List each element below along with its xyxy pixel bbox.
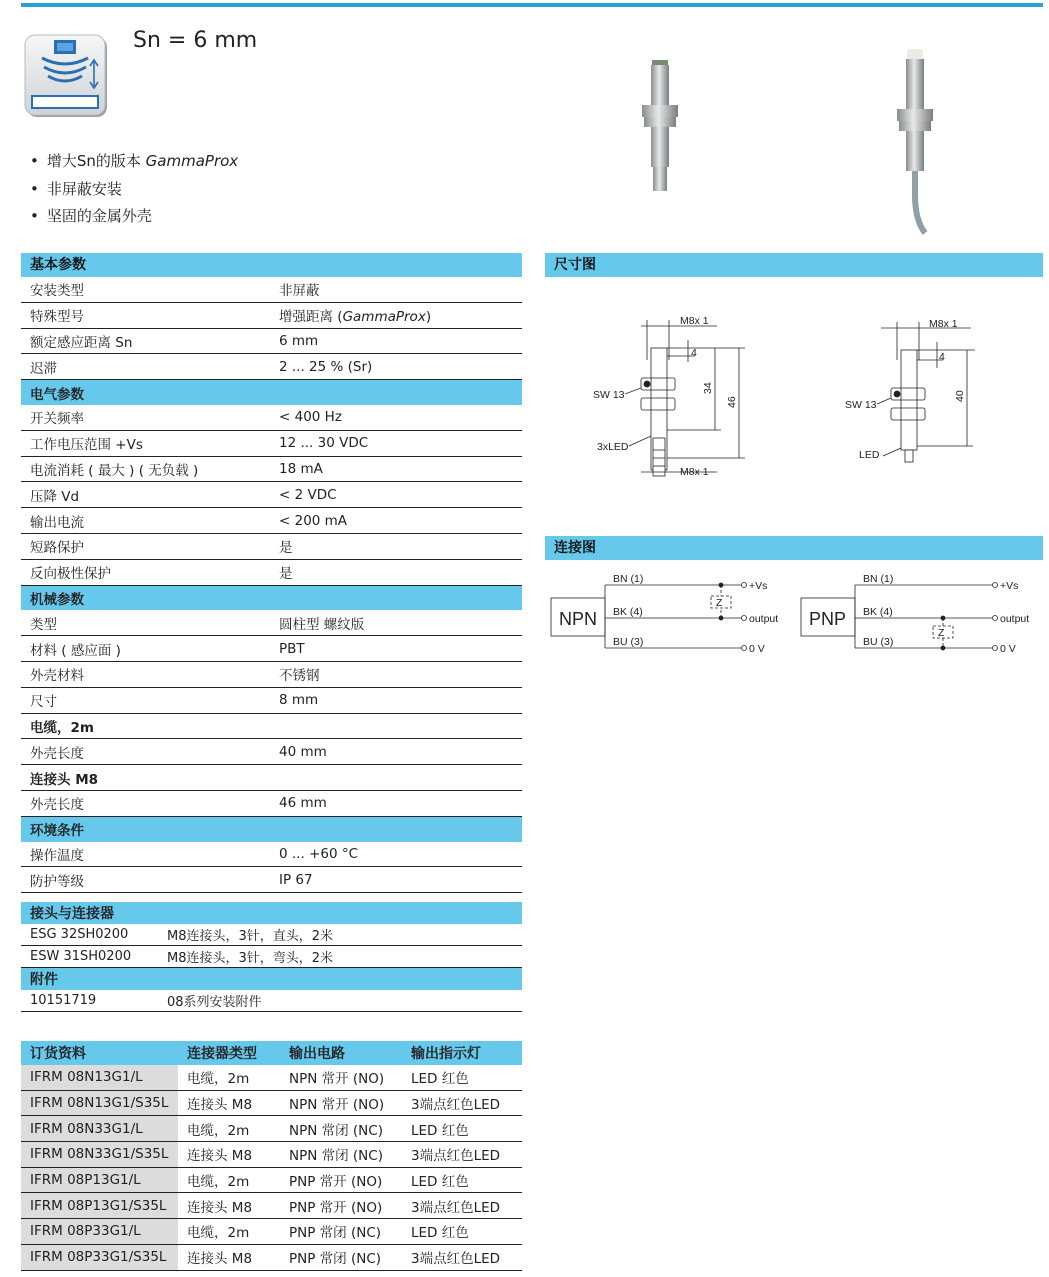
section-mechanical-params: 机械参数 [21, 585, 522, 610]
spec-row: 电流消耗 ( 最大 ) ( 无负载 ) 18 mA [21, 456, 522, 482]
wire-label: BN (1) [863, 573, 894, 585]
order-cell: NPN 常开 (NO) [280, 1065, 402, 1090]
order-cell: LED 红色 [402, 1065, 522, 1090]
dim-label: 40 [954, 390, 966, 402]
dim-label: 3xLED [597, 441, 629, 453]
spec-row: 材料 ( 感应面 ) PBT [21, 636, 522, 662]
spec-row: 额定感应距离 Sn 6 mm [21, 328, 522, 354]
dim-label: 4 [691, 347, 697, 359]
order-cell: 3端点红色LED [402, 1193, 522, 1219]
order-code: IFRM 08P33G1/S35L [21, 1244, 178, 1270]
spec-row: 外壳长度 40 mm [21, 739, 522, 765]
order-header [21, 1041, 522, 1065]
load-label: Z [938, 627, 945, 639]
order-row [21, 1193, 522, 1219]
order-cell: 3端点红色LED [402, 1244, 522, 1270]
order-code: IFRM 08P33G1/L [21, 1219, 178, 1245]
feature-item: • 增大Sn的版本 GammaProx [30, 148, 238, 176]
order-cell: 连接头 M8 [178, 1193, 280, 1219]
spec-row: 操作温度 0 ... +60 °C [21, 842, 522, 867]
dim-label: 4 [939, 351, 945, 363]
top-rule [21, 3, 1043, 7]
section-electrical-params: 电气参数 [21, 380, 522, 405]
accessory-row: 10151719 08系列安装附件 [21, 990, 522, 1012]
connector-sensor-image [630, 55, 690, 195]
order-cell: NPN 常开 (NO) [280, 1090, 402, 1116]
spec-row: 短路保护 是 [21, 533, 522, 559]
dim-label: SW 13 [845, 399, 877, 411]
order-col-header: 输出指示灯 [402, 1041, 522, 1065]
spec-row: 开关频率 < 400 Hz [21, 405, 522, 430]
terminal-label: +Vs [1000, 580, 1019, 592]
order-cell: PNP 常开 (NO) [280, 1193, 402, 1219]
order-code: IFRM 08N13G1/L [21, 1065, 178, 1090]
section-basic-params: 基本参数 [21, 253, 522, 277]
spec-row: 反向极性保护 是 [21, 559, 522, 585]
wire-label: BK (4) [863, 606, 893, 618]
pnp-label: PNP [809, 609, 847, 629]
order-code: IFRM 08N33G1/L [21, 1116, 178, 1142]
dim-label: SW 13 [593, 389, 625, 401]
order-row [21, 1090, 522, 1116]
order-cell: 连接头 M8 [178, 1142, 280, 1168]
order-code: IFRM 08N13G1/S35L [21, 1090, 178, 1116]
section-dimensions: 尺寸图 [545, 253, 1043, 277]
order-cell: 电缆，2m [178, 1065, 280, 1090]
spec-row: 外壳长度 46 mm [21, 790, 522, 816]
page-title: Sn = 6 mm [133, 28, 258, 53]
section-connection: 连接图 [545, 536, 1043, 560]
terminal-label: output [1000, 613, 1030, 625]
spec-row: 工作电压范围 +Vs 12 ... 30 VDC [21, 430, 522, 456]
order-code: IFRM 08N33G1/S35L [21, 1142, 178, 1168]
npn-label: NPN [559, 609, 598, 629]
spec-row: 防护等级 IP 67 [21, 867, 522, 893]
order-col-header: 订货资料 [21, 1041, 178, 1065]
order-cell: 3端点红色LED [402, 1090, 522, 1116]
accessories-table [21, 902, 522, 1012]
spec-row: 迟滞 2 ... 25 % (Sr) [21, 354, 522, 380]
order-row [21, 1167, 522, 1193]
order-cell: 电缆，2m [178, 1116, 280, 1142]
order-cell: PNP 常闭 (NC) [280, 1219, 402, 1245]
mount-header: 附件 [21, 968, 522, 991]
spec-row: 尺寸 8 mm [21, 687, 522, 713]
order-cell: 电缆，2m [178, 1219, 280, 1245]
wire-label: BU (3) [613, 636, 644, 648]
cable-sensor-image [885, 45, 945, 235]
dim-label: M8x 1 [680, 315, 709, 327]
spec-row: 安装类型 非屏蔽 [21, 277, 522, 302]
dim-label: M8x 1 [680, 466, 709, 478]
dimension-drawing [545, 290, 1045, 500]
feature-item: • 坚固的金属外壳 [30, 203, 238, 231]
section-environment: 环境条件 [21, 816, 522, 841]
spec-row: 压降 Vd < 2 VDC [21, 482, 522, 508]
terminal-label: 0 V [1000, 643, 1016, 655]
order-cell: 3端点红色LED [402, 1142, 522, 1168]
dim-label: M8x 1 [929, 318, 958, 330]
subsection-connector: 连接头 M8 [21, 765, 522, 791]
spec-table [21, 277, 522, 893]
accessories-header: 接头与连接器 [21, 902, 522, 924]
order-cell: 连接头 M8 [178, 1090, 280, 1116]
order-row [21, 1065, 522, 1090]
spec-row: 类型 圆柱型 螺纹版 [21, 610, 522, 635]
order-cell: 电缆，2m [178, 1167, 280, 1193]
order-cell: NPN 常闭 (NC) [280, 1142, 402, 1168]
wire-label: BN (1) [613, 573, 644, 585]
order-cell: LED 红色 [402, 1167, 522, 1193]
terminal-label: output [749, 613, 779, 625]
terminal-label: +Vs [749, 580, 768, 592]
wire-label: BK (4) [613, 606, 643, 618]
spec-row: 外壳材料 不锈钢 [21, 661, 522, 687]
sensor-logo-icon [24, 34, 110, 120]
order-row [21, 1116, 522, 1142]
load-label: Z [716, 597, 723, 609]
order-cell: 连接头 M8 [178, 1244, 280, 1270]
order-cell: PNP 常开 (NO) [280, 1167, 402, 1193]
wiring-diagram [545, 568, 1045, 668]
spec-row: 特殊型号 增强距离 (GammaProx) [21, 302, 522, 328]
terminal-label: 0 V [749, 643, 765, 655]
wire-label: BU (3) [863, 636, 894, 648]
order-code: IFRM 08P13G1/S35L [21, 1193, 178, 1219]
accessory-row: ESW 31SH0200 M8连接头，3针，弯头，2米 [21, 946, 522, 968]
dim-label: 34 [702, 382, 714, 394]
order-col-header: 连接器类型 [178, 1041, 280, 1065]
order-cell: LED 红色 [402, 1219, 522, 1245]
dim-label: LED [859, 449, 880, 461]
order-row [21, 1219, 522, 1245]
subsection-cable: 电缆，2m [21, 713, 522, 739]
order-row [21, 1244, 522, 1270]
accessory-row: ESG 32SH0200 M8连接头，3针，直头，2米 [21, 924, 522, 946]
dim-label: 46 [726, 396, 738, 408]
order-col-header: 输出电路 [280, 1041, 402, 1065]
order-cell: LED 红色 [402, 1116, 522, 1142]
order-cell: PNP 常闭 (NC) [280, 1244, 402, 1270]
order-table [21, 1041, 522, 1271]
order-cell: NPN 常闭 (NC) [280, 1116, 402, 1142]
feature-item: • 非屏蔽安装 [30, 176, 238, 204]
order-code: IFRM 08P13G1/L [21, 1167, 178, 1193]
order-row [21, 1142, 522, 1168]
spec-row: 输出电流 < 200 mA [21, 508, 522, 534]
feature-list [30, 148, 238, 231]
